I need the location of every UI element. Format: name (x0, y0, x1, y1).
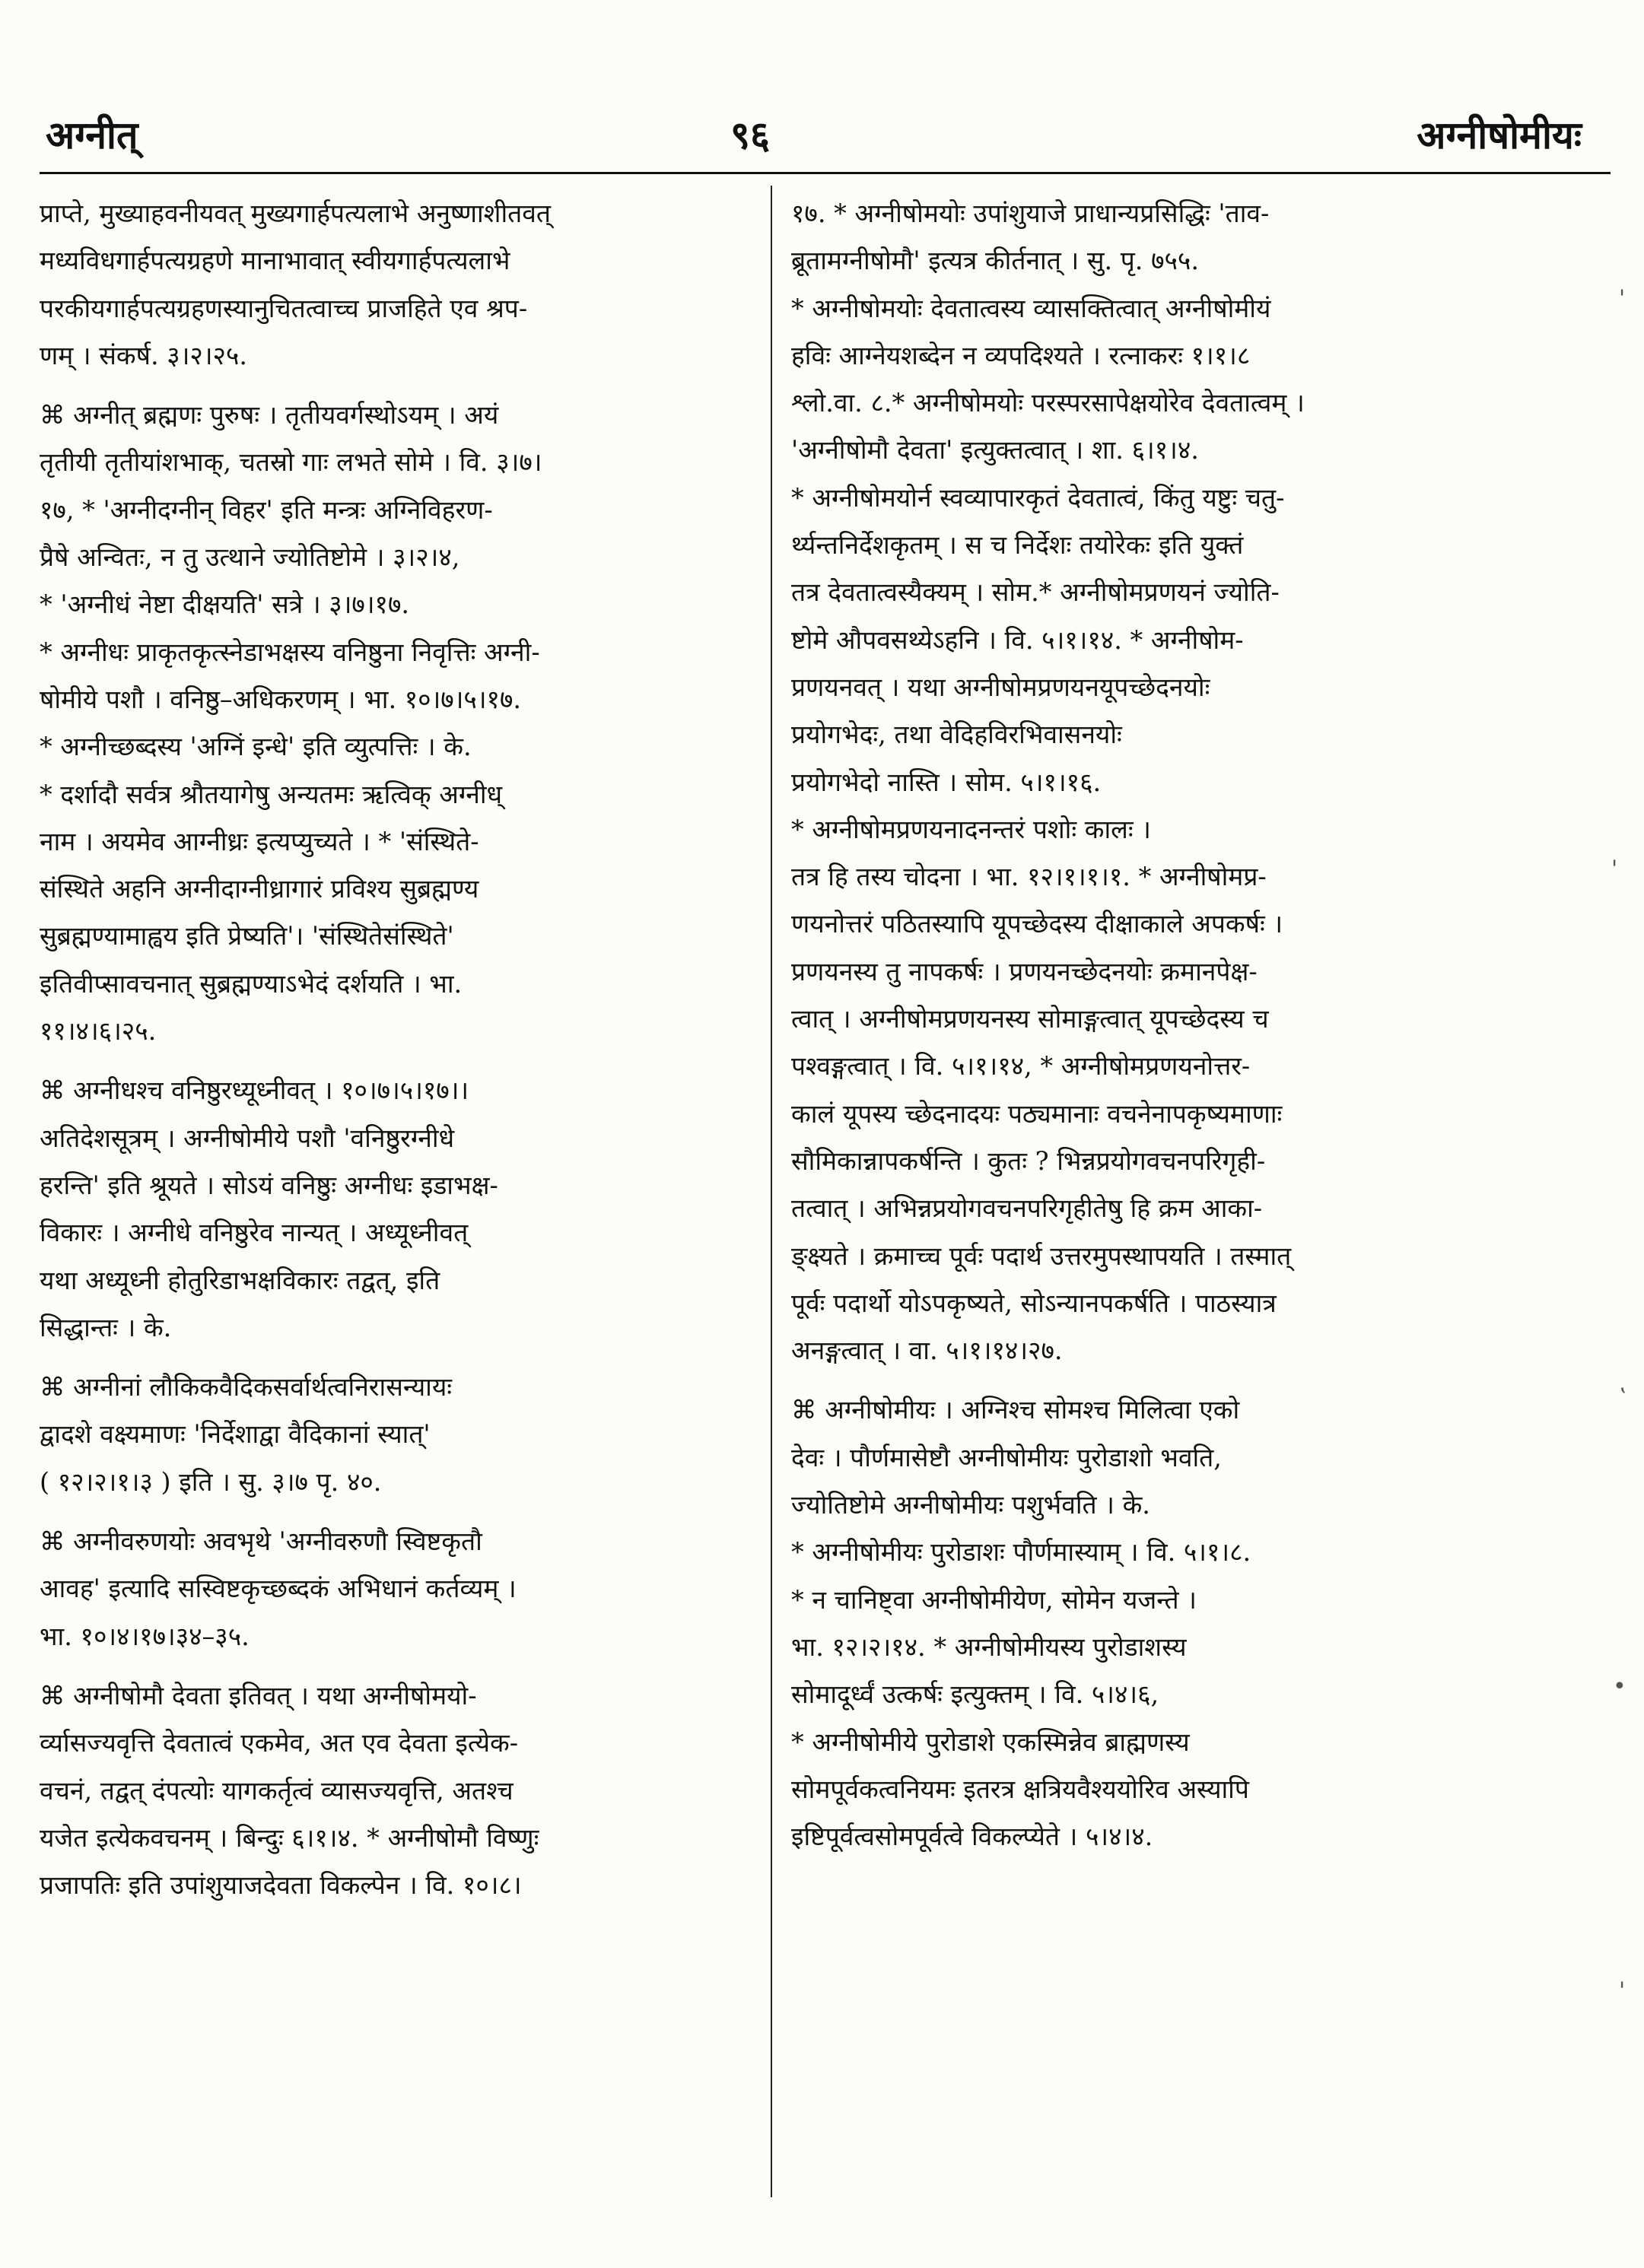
text-line: कालं यूपस्य च्छेदनादयः पठ्यमानाः वचनेनापकृष्यमाणाः (791, 1098, 1283, 1129)
text-line: सोमादूर्ध्वं उत्कर्षः इत्युक्तम् । वि. ५।४।६, (791, 1679, 1159, 1710)
text-line: ङ्क्ष्यते । क्रमाच्च पूर्वः पदार्थ उत्तरमुपस्थापयति । तस्मात् (791, 1240, 1292, 1271)
text-line: पश्वङ्गत्वात् । वि. ५।१।१४, * अग्नीषोमप्रणयनोत्तर- (791, 1051, 1251, 1082)
text-line: १७. * अग्नीषोमयोः उपांशुयाजे प्राधान्यप्रसिद्धिः 'ताव- (791, 199, 1270, 228)
text-line: सौमिकान्नापकर्षन्ति । कुतः ? भिन्नप्रयोगवचनपरिगृही- (791, 1145, 1266, 1176)
margin-mark: ʽ (1619, 1384, 1627, 1411)
margin-mark: ' (1619, 285, 1626, 312)
text-line: श्लो.वा. ८.* अग्नीषोमयोः परस्परसापेक्षयोरेव देवतात्वम् । (791, 388, 1305, 418)
paragraph-gap (40, 1660, 756, 1672)
header-right-headword: अग्नीषोमीयः (1417, 113, 1582, 157)
text-line: 'अग्नीषोमौ देवता' इत्युक्तत्वात् । शा. ६।१।४. (791, 435, 1199, 465)
text-line: प्राप्ते, मुख्याहवनीयवत् मुख्यगार्हपत्यलाभे अनुष्णाशीतवत् (40, 199, 551, 228)
text-line: अनङ्गत्वात् । वा. ५।१।१४।२७. (791, 1336, 1063, 1366)
text-line: ⌘ अग्नीधश्च वनिष्ठुरध्यूध्नीवत् । १०।७।५।१७।। (40, 1075, 469, 1106)
text-line: * अग्नीच्छब्दस्य 'अग्निं इन्धे' इति व्युत्पत्तिः । के. (40, 732, 472, 762)
text-line: * अग्नीषोमयोर्न स्वव्यापारकृतं देवतात्वं, किंतु यष्टुः चतु- (791, 482, 1285, 513)
text-line: र्थ्यन्तनिर्देशकृतम् । स च निर्देशः तयोरेकः इति युक्तं (791, 530, 1244, 561)
right-column (791, 190, 1613, 1860)
text-line: तत्र हि तस्य चोदना । भा. १२।१।१।१. * अग्नीषोमप्र- (791, 862, 1267, 892)
text-line: * अग्नीषोमीयः पुरोडाशः पौर्णमास्याम् । वि. ५।१।८. (791, 1537, 1251, 1568)
text-line: * दर्शादौ सर्वत्र श्रौतयागेषु अन्यतमः ऋत्विक् अग्नीध् (40, 779, 503, 809)
text-line: * अग्नीषोमयोः देवतात्वस्य व्यासक्तित्वात् अग्नीषोमीयं (791, 293, 1271, 323)
text-line: प्रैषे अन्वितः, न तु उत्थाने ज्योतिष्टोमे । ३।२।४, (40, 542, 460, 573)
text-line: द्वादशे वक्ष्यमाणः 'निर्देशाद्वा वैदिकानां स्यात्' (40, 1419, 431, 1450)
text-line: * न चानिष्ट्वा अग्नीषोमीयेण, सोमेन यजन्ते । (791, 1584, 1197, 1615)
paragraph-gap (40, 1506, 756, 1518)
text-line: हरन्ति' इति श्रूयते । सोऽयं वनिष्ठुः अग्नीधः इडाभक्ष- (40, 1170, 498, 1200)
text-line: प्रयोगभेदो नास्ति । सोम. ५।१।१६. (791, 767, 1102, 797)
text-line: भा. १२।२।१४. * अग्नीषोमीयस्य पुरोडाशस्य (791, 1631, 1187, 1662)
text-line: ज्योतिष्टोमे अग्नीषोमीयः पशुर्भवति । के. (791, 1490, 1150, 1520)
left-column (40, 190, 756, 1909)
paragraph-gap (791, 1374, 1613, 1387)
text-line: आवह' इत्यादि सस्विष्टकृच्छब्दकं अभिधानं कर्तव्यम् । (40, 1574, 517, 1604)
text-line: प्रजापतिः इति उपांशुयाजदेवता विकल्पेन । वि. १०।८। (40, 1870, 522, 1901)
text-line: विकारः । अग्नीधे वनिष्ठुरेव नान्यत् । अध्यूध्नीवत् (40, 1218, 469, 1248)
text-line: वचनं, तद्वत् दंपत्योः यागकर्तृत्वं व्यासज्यवृत्ति, अतश्च (40, 1775, 514, 1806)
text-line: संस्थिते अहनि अग्नीदाग्नीध्रागारं प्रविश्य सुब्रह्मण्य (40, 874, 479, 904)
text-line: * अग्नीषोमप्रणयनादनन्तरं पशोः कालः । (791, 814, 1152, 844)
text-line: ⌘ अग्नीत् ब्रह्मणः पुरुषः । तृतीयवर्गस्थोऽयम् । अयं (40, 400, 499, 430)
text-line: हविः आग्नेयशब्देन न व्यपदिश्यते । रत्नाकरः १।१।८ (791, 340, 1251, 370)
text-line: यजेत इत्येकवचनम् । बिन्दुः ६।१।४. * अग्नीषोमौ विष्णुः (40, 1822, 539, 1853)
text-line: षोमीये पशौ । वनिष्ठु–अधिकरणम् । भा. १०।७।५।१७. (40, 684, 522, 714)
margin-mark: • (1613, 1673, 1627, 1700)
text-line: १७, * 'अग्नीदग्नीन् विहर' इति मन्त्रः अग्निविहरण- (40, 494, 493, 525)
text-line: त्वात् । अग्नीषोमप्रणयनस्य सोमाङ्गत्वात् यूपच्छेदस्य च (791, 1004, 1269, 1034)
text-line: * 'अग्नीधं नेष्टा दीक्षयति' सत्रे । ३।७।१७. (40, 589, 410, 620)
text-line: र्व्यासज्यवृत्ति देवतात्वं एकमेव, अत एव देवता इत्येक- (40, 1728, 519, 1758)
text-line: यथा अध्यूध्नी होतुरिडाभक्षविकारः तद्वत्, इति (40, 1265, 440, 1295)
text-line: सिद्धान्तः । के. (40, 1312, 172, 1342)
text-line: मध्यविधगार्हपत्यग्रहणे मानाभावात् स्वीयगार्हपत्यलाभे (40, 246, 510, 276)
text-line: * अग्नीषोमीये पुरोडाशे एकस्मिन्नेव ब्राह्मणस्य (791, 1726, 1190, 1757)
text-line: * अग्नीधः प्राकृतकृत्स्नेडाभक्षस्य वनिष्ठुना निवृत्तिः अग्नी- (40, 637, 540, 667)
margin-mark: ' (1611, 856, 1618, 882)
margin-mark: ' (1619, 1977, 1626, 2004)
text-line: तत्र देवतात्वस्यैक्यम् । सोम.* अग्नीषोमप्रणयनं ज्योति- (791, 577, 1280, 608)
text-line: ष्टोमे औपवसथ्येऽहनि । वि. ५।१।१४. * अग्नीषोम- (791, 624, 1244, 655)
text-line: प्रणयनस्य तु नापकर्षः । प्रणयनच्छेदनयोः क्रमानपेक्ष- (791, 956, 1258, 986)
text-line: सुब्रह्मण्यामाह्वय इति प्रेष्यति'। 'संस्थितेसंस्थिते' (40, 921, 454, 951)
paragraph-gap (40, 1352, 756, 1364)
text-line: तृतीयी तृतीयांशभाक्, चतस्रो गाः लभते सोमे । वि. ३।७। (40, 447, 542, 478)
paragraph-gap (40, 1055, 756, 1067)
text-line: सोमपूर्वकत्वनियमः इतरत्र क्षत्रियवैश्ययोरिव अस्यापि (791, 1774, 1249, 1804)
text-line: ⌘ अग्नीवरुणयोः अवभृथे 'अग्नीवरुणौ स्विष्टकृतौ (40, 1526, 482, 1557)
text-line: पूर्वः पदार्थो योऽपकृष्यते, सोऽन्यानपकर्षति । पाठस्यात्र (791, 1288, 1277, 1318)
text-line: इतिवीप्सावचनात् सुब्रह्मण्याऽभेदं दर्शयति । भा. (40, 968, 463, 999)
page-number: ९६ (730, 113, 770, 157)
text-line: तत्वात् । अभिन्नप्रयोगवचनपरिगृहीतेषु हि क्रम आका- (791, 1193, 1263, 1224)
text-line: नाम । अयमेव आग्नीध्रः इत्यप्युच्यते । * 'संस्थिते- (40, 826, 479, 856)
text-line: ( १२।२।१।३ ) इति । सु. ३।७ पृ. ४०. (40, 1466, 382, 1497)
text-line: प्रयोगभेदः, तथा वेदिहविरभिवासनयोः (791, 719, 1122, 750)
header-left-headword: अग्नीत् (46, 113, 138, 157)
text-line: ⌘ अग्नीषोमीयः । अग्निश्च सोमश्च मिलित्वा एको (791, 1395, 1240, 1425)
text-line: णयनोत्तरं पठितस्यापि यूपच्छेदस्य दीक्षाकाले अपकर्षः । (791, 909, 1283, 939)
column-divider (771, 186, 772, 2197)
text-line: परकीयगार्हपत्यग्रहणस्यानुचितत्वाच्च प्राजहिते एव श्रप- (40, 293, 528, 323)
text-line: इष्टिपूर्वत्वसोमपूर्वत्वे विकल्प्येते । ५।४।४. (791, 1822, 1153, 1852)
page-header (0, 108, 1644, 169)
text-line: अतिदेशसूत्रम् । अग्नीषोमीये पशौ 'वनिष्ठुरग्नीधे (40, 1123, 455, 1153)
text-line: णम् । संकर्ष. ३।२।२५. (40, 340, 248, 370)
text-line: ⌘ अग्नीषोमौ देवता इतिवत् । यथा अग्नीषोमयो- (40, 1680, 477, 1711)
text-line: देवः । पौर्णमासेष्टौ अग्नीषोमीयः पुरोडाशो भवति, (791, 1442, 1222, 1472)
header-rule (40, 172, 1611, 174)
text-line: ब्रूतामग्नीषोमौ' इत्यत्र कीर्तनात् । सु. पृ. ७५५. (791, 246, 1199, 276)
paragraph-gap (40, 380, 756, 392)
text-line: ⌘ अग्नीनां लौकिकवैदिकसर्वार्थत्वनिरासन्यायः (40, 1372, 453, 1402)
text-line: भा. १०।४।१७।३४–३५. (40, 1621, 250, 1651)
text-line: प्रणयनवत् । यथा अग्नीषोमप्रणयनयूपच्छेदनयोः (791, 672, 1210, 702)
text-line: ११।४।६।२५. (40, 1016, 157, 1047)
